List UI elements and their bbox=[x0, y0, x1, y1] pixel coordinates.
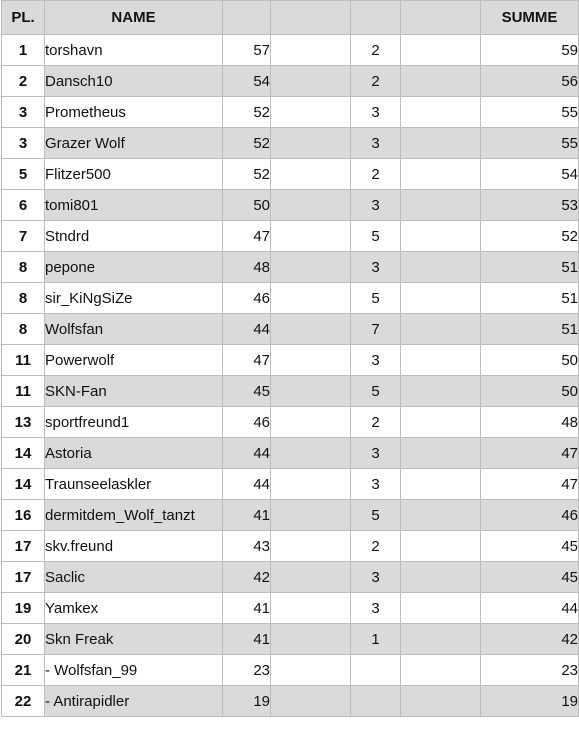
points-cell: 44 bbox=[223, 314, 271, 345]
name-cell: Powerwolf bbox=[45, 345, 223, 376]
name-cell: Flitzer500 bbox=[45, 159, 223, 190]
summe-cell: 48 bbox=[481, 407, 579, 438]
bonus-cell: 2 bbox=[351, 35, 401, 66]
name-cell: sir_KiNgSiZe bbox=[45, 283, 223, 314]
summe-cell: 50 bbox=[481, 376, 579, 407]
bonus-cell: 3 bbox=[351, 469, 401, 500]
table-row bbox=[2, 345, 579, 376]
placement-cell: 8 bbox=[2, 283, 45, 314]
bonus-cell: 2 bbox=[351, 66, 401, 97]
bonus-cell: 7 bbox=[351, 314, 401, 345]
empty-cell bbox=[271, 314, 351, 345]
empty-cell bbox=[401, 66, 481, 97]
table-row bbox=[2, 655, 579, 686]
empty-cell bbox=[271, 686, 351, 717]
placement-cell: 11 bbox=[2, 376, 45, 407]
placement-cell: 14 bbox=[2, 438, 45, 469]
bonus-cell bbox=[351, 655, 401, 686]
placement-cell: 14 bbox=[2, 469, 45, 500]
empty-cell bbox=[401, 593, 481, 624]
empty-cell bbox=[271, 66, 351, 97]
summe-cell: 47 bbox=[481, 469, 579, 500]
table-row bbox=[2, 500, 579, 531]
table-row bbox=[2, 376, 579, 407]
table-row bbox=[2, 407, 579, 438]
empty-cell bbox=[401, 128, 481, 159]
summe-cell: 19 bbox=[481, 686, 579, 717]
bonus-cell: 1 bbox=[351, 624, 401, 655]
placement-cell: 16 bbox=[2, 500, 45, 531]
empty-cell bbox=[401, 469, 481, 500]
name-cell: Grazer Wolf bbox=[45, 128, 223, 159]
placement-cell: 8 bbox=[2, 314, 45, 345]
summe-cell: 51 bbox=[481, 283, 579, 314]
placement-cell: 8 bbox=[2, 252, 45, 283]
name-cell: dermitdem_Wolf_tanzt bbox=[45, 500, 223, 531]
header-name: NAME bbox=[45, 1, 223, 35]
placement-cell: 5 bbox=[2, 159, 45, 190]
table-row bbox=[2, 438, 579, 469]
empty-cell bbox=[401, 500, 481, 531]
summe-cell: 50 bbox=[481, 345, 579, 376]
placement-cell: 3 bbox=[2, 97, 45, 128]
name-cell: - Antirapidler bbox=[45, 686, 223, 717]
points-cell: 57 bbox=[223, 35, 271, 66]
points-cell: 23 bbox=[223, 655, 271, 686]
name-cell: Astoria bbox=[45, 438, 223, 469]
placement-cell: 19 bbox=[2, 593, 45, 624]
summe-cell: 45 bbox=[481, 531, 579, 562]
empty-cell bbox=[271, 97, 351, 128]
empty-cell bbox=[401, 345, 481, 376]
summe-cell: 45 bbox=[481, 562, 579, 593]
points-cell: 46 bbox=[223, 407, 271, 438]
empty-cell bbox=[271, 562, 351, 593]
table-row bbox=[2, 593, 579, 624]
empty-cell bbox=[271, 407, 351, 438]
bonus-cell: 3 bbox=[351, 345, 401, 376]
empty-cell bbox=[271, 500, 351, 531]
placement-cell: 1 bbox=[2, 35, 45, 66]
empty-cell bbox=[271, 624, 351, 655]
table-row bbox=[2, 686, 579, 717]
table-row bbox=[2, 221, 579, 252]
bonus-cell: 2 bbox=[351, 531, 401, 562]
placement-cell: 17 bbox=[2, 562, 45, 593]
empty-cell bbox=[271, 128, 351, 159]
summe-cell: 56 bbox=[481, 66, 579, 97]
empty-cell bbox=[401, 531, 481, 562]
table-row bbox=[2, 128, 579, 159]
header-col5 bbox=[351, 1, 401, 35]
bonus-cell: 3 bbox=[351, 128, 401, 159]
points-cell: 52 bbox=[223, 97, 271, 128]
empty-cell bbox=[271, 593, 351, 624]
bonus-cell: 3 bbox=[351, 593, 401, 624]
points-cell: 52 bbox=[223, 159, 271, 190]
points-cell: 48 bbox=[223, 252, 271, 283]
bonus-cell: 5 bbox=[351, 283, 401, 314]
name-cell: tomi801 bbox=[45, 190, 223, 221]
bonus-cell: 2 bbox=[351, 159, 401, 190]
placement-cell: 11 bbox=[2, 345, 45, 376]
summe-cell: 53 bbox=[481, 190, 579, 221]
empty-cell bbox=[401, 655, 481, 686]
empty-cell bbox=[401, 221, 481, 252]
summe-cell: 55 bbox=[481, 97, 579, 128]
empty-cell bbox=[401, 562, 481, 593]
summe-cell: 23 bbox=[481, 655, 579, 686]
header-col4 bbox=[271, 1, 351, 35]
table-row bbox=[2, 562, 579, 593]
points-cell: 44 bbox=[223, 438, 271, 469]
placement-cell: 2 bbox=[2, 66, 45, 97]
points-cell: 47 bbox=[223, 345, 271, 376]
empty-cell bbox=[271, 376, 351, 407]
empty-cell bbox=[271, 469, 351, 500]
header-col3 bbox=[223, 1, 271, 35]
empty-cell bbox=[271, 655, 351, 686]
points-cell: 41 bbox=[223, 500, 271, 531]
empty-cell bbox=[401, 438, 481, 469]
summe-cell: 51 bbox=[481, 314, 579, 345]
points-cell: 42 bbox=[223, 562, 271, 593]
summe-cell: 44 bbox=[481, 593, 579, 624]
header-col6 bbox=[401, 1, 481, 35]
header-pl: PL. bbox=[2, 1, 45, 35]
header-summe: SUMME bbox=[481, 1, 579, 35]
name-cell: Yamkex bbox=[45, 593, 223, 624]
bonus-cell: 5 bbox=[351, 500, 401, 531]
empty-cell bbox=[271, 159, 351, 190]
placement-cell: 21 bbox=[2, 655, 45, 686]
empty-cell bbox=[401, 252, 481, 283]
summe-cell: 59 bbox=[481, 35, 579, 66]
table-row bbox=[2, 314, 579, 345]
name-cell: skv.freund bbox=[45, 531, 223, 562]
bonus-cell: 3 bbox=[351, 97, 401, 128]
name-cell: Stndrd bbox=[45, 221, 223, 252]
bonus-cell: 5 bbox=[351, 376, 401, 407]
table-body bbox=[2, 35, 579, 717]
empty-cell bbox=[271, 345, 351, 376]
summe-cell: 46 bbox=[481, 500, 579, 531]
table-row bbox=[2, 66, 579, 97]
points-cell: 50 bbox=[223, 190, 271, 221]
table-row bbox=[2, 190, 579, 221]
bonus-cell: 3 bbox=[351, 252, 401, 283]
empty-cell bbox=[401, 314, 481, 345]
name-cell: - Wolfsfan_99 bbox=[45, 655, 223, 686]
placement-cell: 3 bbox=[2, 128, 45, 159]
name-cell: Traunseelaskler bbox=[45, 469, 223, 500]
empty-cell bbox=[271, 438, 351, 469]
bonus-cell: 2 bbox=[351, 407, 401, 438]
empty-cell bbox=[271, 190, 351, 221]
table-row bbox=[2, 97, 579, 128]
bonus-cell: 3 bbox=[351, 562, 401, 593]
points-cell: 54 bbox=[223, 66, 271, 97]
table-row bbox=[2, 624, 579, 655]
standings-table bbox=[1, 0, 579, 717]
placement-cell: 20 bbox=[2, 624, 45, 655]
empty-cell bbox=[401, 190, 481, 221]
name-cell: Wolfsfan bbox=[45, 314, 223, 345]
placement-cell: 13 bbox=[2, 407, 45, 438]
placement-cell: 6 bbox=[2, 190, 45, 221]
table-row bbox=[2, 469, 579, 500]
table-row bbox=[2, 35, 579, 66]
empty-cell bbox=[401, 407, 481, 438]
table-row bbox=[2, 252, 579, 283]
table-row bbox=[2, 283, 579, 314]
points-cell: 47 bbox=[223, 221, 271, 252]
empty-cell bbox=[401, 686, 481, 717]
name-cell: Dansch10 bbox=[45, 66, 223, 97]
empty-cell bbox=[271, 283, 351, 314]
table-row bbox=[2, 159, 579, 190]
empty-cell bbox=[271, 252, 351, 283]
name-cell: Skn Freak bbox=[45, 624, 223, 655]
points-cell: 52 bbox=[223, 128, 271, 159]
summe-cell: 52 bbox=[481, 221, 579, 252]
points-cell: 44 bbox=[223, 469, 271, 500]
empty-cell bbox=[401, 283, 481, 314]
empty-cell bbox=[271, 35, 351, 66]
name-cell: Prometheus bbox=[45, 97, 223, 128]
points-cell: 41 bbox=[223, 624, 271, 655]
bonus-cell bbox=[351, 686, 401, 717]
placement-cell: 17 bbox=[2, 531, 45, 562]
summe-cell: 51 bbox=[481, 252, 579, 283]
empty-cell bbox=[271, 531, 351, 562]
placement-cell: 22 bbox=[2, 686, 45, 717]
points-cell: 19 bbox=[223, 686, 271, 717]
header-row bbox=[2, 1, 579, 35]
points-cell: 43 bbox=[223, 531, 271, 562]
empty-cell bbox=[401, 35, 481, 66]
name-cell: SKN-Fan bbox=[45, 376, 223, 407]
points-cell: 45 bbox=[223, 376, 271, 407]
table-row bbox=[2, 531, 579, 562]
empty-cell bbox=[401, 376, 481, 407]
name-cell: pepone bbox=[45, 252, 223, 283]
points-cell: 46 bbox=[223, 283, 271, 314]
points-cell: 41 bbox=[223, 593, 271, 624]
name-cell: Saclic bbox=[45, 562, 223, 593]
bonus-cell: 3 bbox=[351, 438, 401, 469]
name-cell: sportfreund1 bbox=[45, 407, 223, 438]
empty-cell bbox=[271, 221, 351, 252]
bonus-cell: 5 bbox=[351, 221, 401, 252]
placement-cell: 7 bbox=[2, 221, 45, 252]
empty-cell bbox=[401, 624, 481, 655]
name-cell: torshavn bbox=[45, 35, 223, 66]
bonus-cell: 3 bbox=[351, 190, 401, 221]
empty-cell bbox=[401, 159, 481, 190]
summe-cell: 54 bbox=[481, 159, 579, 190]
empty-cell bbox=[401, 97, 481, 128]
summe-cell: 42 bbox=[481, 624, 579, 655]
summe-cell: 47 bbox=[481, 438, 579, 469]
summe-cell: 55 bbox=[481, 128, 579, 159]
